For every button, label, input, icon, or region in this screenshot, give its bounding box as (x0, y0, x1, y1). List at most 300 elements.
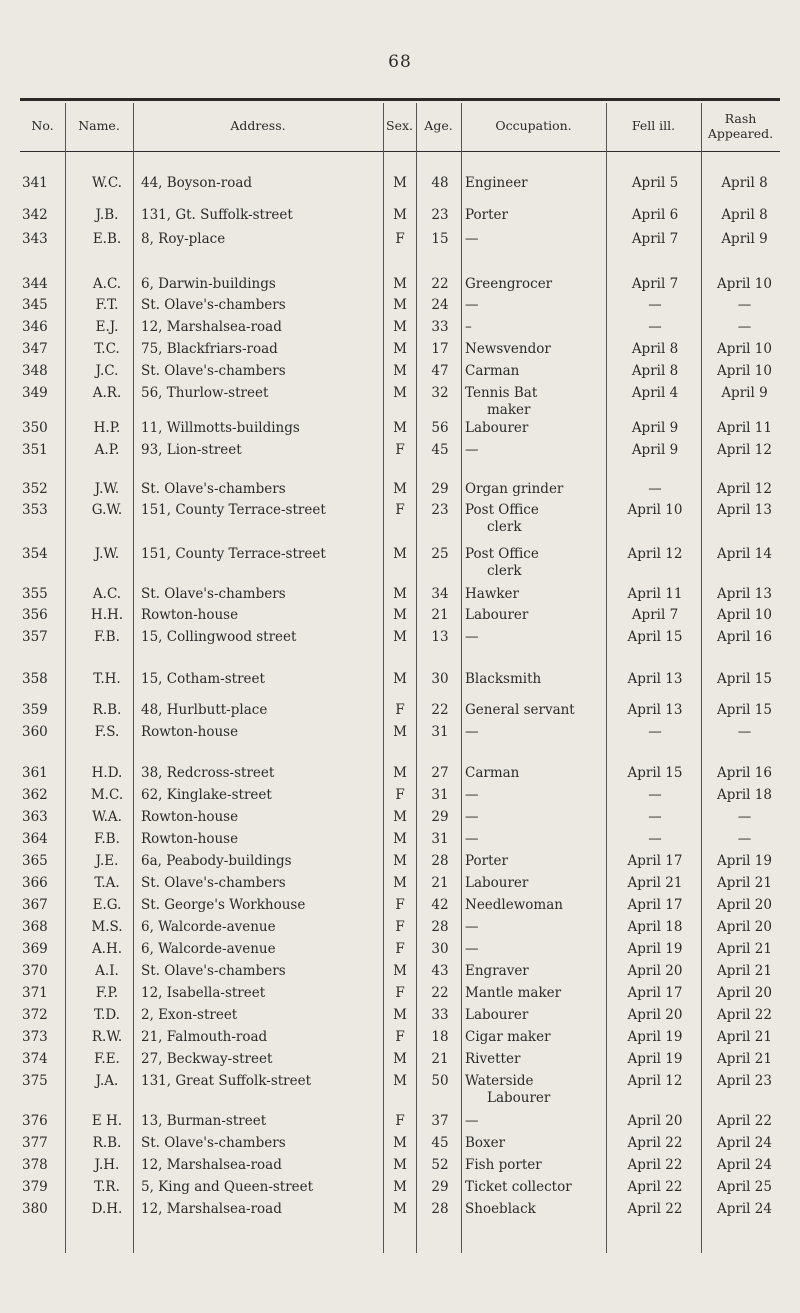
row-rash-appeared: April 24 (717, 1135, 772, 1151)
row-address: 6, Walcorde-avenue (141, 919, 276, 935)
row-age: 18 (431, 1029, 449, 1045)
row-rash-appeared: April 8 (721, 207, 768, 223)
row-fell-ill: April 17 (627, 853, 683, 869)
row-address: 5, King and Queen-street (141, 1179, 314, 1195)
row-address: 56, Thurlow-street (141, 385, 269, 401)
row-rash-appeared: April 13 (717, 586, 772, 602)
row-fell-ill: April 18 (627, 919, 683, 935)
row-address: 131, Gt. Suffolk-street (141, 207, 293, 223)
row-sex: M (393, 875, 407, 891)
row-sex: F (395, 897, 405, 913)
row-number: 373 (22, 1029, 48, 1045)
row-age: 30 (431, 671, 449, 687)
row-number: 346 (22, 319, 48, 335)
row-age: 42 (431, 897, 449, 913)
row-number: 351 (22, 442, 48, 458)
row-occupation: Post Office (465, 546, 539, 562)
row-age: 33 (431, 1007, 449, 1023)
row-address: Rowton-house (141, 724, 239, 740)
row-address: St. Olave's-chambers (141, 963, 286, 979)
row-address: St. Olave's-chambers (141, 586, 286, 602)
row-number: 359 (22, 702, 48, 718)
row-sex: M (393, 1007, 407, 1023)
row-occupation: — (465, 941, 479, 957)
row-sex: F (395, 985, 405, 1001)
row-sex: M (393, 1135, 407, 1151)
row-fell-ill: April 5 (631, 175, 679, 191)
row-occupation: Rivetter (465, 1051, 521, 1067)
row-rash-appeared: April 21 (717, 941, 772, 957)
row-rash-appeared: April 10 (717, 607, 772, 623)
row-age: 21 (431, 1051, 449, 1067)
row-rash-appeared: April 9 (721, 385, 768, 401)
row-age: 27 (431, 765, 449, 781)
row-number: 350 (22, 420, 48, 436)
row-name: D.H. (91, 1201, 123, 1217)
row-address: St. Olave's-chambers (141, 1135, 286, 1151)
row-address: 48, Hurlbutt-place (141, 702, 268, 718)
row-age: 23 (431, 502, 449, 518)
row-sex: M (393, 765, 407, 781)
row-number: 367 (22, 897, 48, 913)
row-address: Rowton-house (141, 607, 239, 623)
row-age: 31 (431, 724, 449, 740)
row-name: J.A. (95, 1073, 119, 1089)
row-name: R.W. (91, 1029, 123, 1045)
row-name: F.B. (94, 831, 120, 847)
row-rash-appeared: April 21 (717, 1029, 772, 1045)
row-sex: M (393, 319, 407, 335)
row-number: 366 (22, 875, 48, 891)
row-name: H.P. (93, 420, 121, 436)
row-name: A.H. (91, 941, 123, 957)
row-name: A.R. (92, 385, 122, 401)
row-fell-ill: April 8 (631, 341, 679, 357)
row-sex: M (393, 831, 407, 847)
row-occupation: Ticket collector (465, 1179, 572, 1195)
table-header-rule (20, 151, 780, 152)
row-name: F.B. (94, 629, 120, 645)
row-name: J.C. (95, 363, 119, 379)
row-sex: M (393, 671, 407, 687)
row-rash-appeared: April 13 (717, 502, 772, 518)
row-occupation: Porter (465, 853, 508, 869)
header-age: Age. (424, 118, 453, 133)
row-occupation-continued: Labourer (487, 1090, 551, 1106)
row-age: 48 (431, 175, 449, 191)
row-fell-ill: April 19 (627, 1029, 683, 1045)
row-age: 56 (431, 420, 449, 436)
row-name: J.E. (95, 853, 119, 869)
row-occupation: Cigar maker (465, 1029, 551, 1045)
row-sex: M (393, 607, 407, 623)
row-sex: F (395, 787, 405, 803)
row-name: J.H. (94, 1157, 120, 1173)
row-name: F.S. (94, 724, 120, 740)
row-fell-ill: April 21 (627, 875, 683, 891)
row-age: 47 (431, 363, 449, 379)
row-number: 371 (22, 985, 48, 1001)
header-name: Name. (78, 118, 120, 133)
row-occupation: — (465, 442, 479, 458)
row-rash-appeared: April 21 (717, 1051, 772, 1067)
row-rash-appeared: — (737, 724, 752, 740)
row-sex: M (393, 586, 407, 602)
row-rash-appeared: April 10 (717, 363, 772, 379)
row-occupation: Engraver (465, 963, 529, 979)
row-rash-appeared: April 23 (717, 1073, 772, 1089)
row-occupation: — (465, 831, 479, 847)
row-age: 32 (431, 385, 449, 401)
row-sex: M (393, 207, 407, 223)
row-address: 12, Marshalsea-road (141, 319, 282, 335)
row-age: 31 (431, 787, 449, 803)
row-name: F.E. (94, 1051, 120, 1067)
row-age: 22 (431, 702, 449, 718)
row-age: 15 (431, 231, 449, 247)
row-age: 22 (431, 985, 449, 1001)
row-rash-appeared: April 25 (717, 1179, 772, 1195)
row-address: 21, Falmouth-road (141, 1029, 268, 1045)
row-occupation: Hawker (465, 586, 519, 602)
row-occupation: General servant (465, 702, 575, 718)
row-occupation: Post Office (465, 502, 539, 518)
row-name: R.B. (92, 1135, 122, 1151)
row-rash-appeared: April 20 (717, 919, 772, 935)
row-age: 17 (431, 341, 449, 357)
row-fell-ill: — (648, 724, 662, 740)
row-sex: M (393, 420, 407, 436)
row-fell-ill: — (648, 319, 662, 335)
row-name: T.A. (94, 875, 120, 891)
row-fell-ill: April 10 (627, 502, 683, 518)
row-occupation: Organ grinder (465, 481, 564, 497)
row-sex: F (395, 502, 405, 518)
row-number: 352 (22, 481, 48, 497)
row-number: 374 (22, 1051, 48, 1067)
row-number: 361 (22, 765, 48, 781)
row-number: 362 (22, 787, 48, 803)
row-age: 28 (431, 853, 449, 869)
row-fell-ill: April 9 (631, 420, 679, 436)
row-occupation: – (465, 319, 472, 335)
row-fell-ill: April 13 (627, 702, 683, 718)
header-no: No. (31, 118, 54, 133)
row-occupation: Labourer (465, 875, 529, 891)
row-fell-ill: April 15 (627, 629, 683, 645)
row-address: 12, Isabella-street (141, 985, 266, 1001)
row-sex: M (393, 1179, 407, 1195)
row-age: 30 (431, 941, 449, 957)
column-divider (461, 103, 462, 1253)
row-number: 363 (22, 809, 48, 825)
row-name: F.P. (95, 985, 119, 1001)
row-rash-appeared: April 22 (717, 1113, 772, 1129)
row-rash-appeared: April 20 (717, 985, 772, 1001)
row-name: E.B. (92, 231, 122, 247)
row-sex: M (393, 276, 407, 292)
row-age: 29 (431, 1179, 449, 1195)
row-address: 15, Collingwood street (141, 629, 297, 645)
row-number: 343 (22, 231, 48, 247)
row-fell-ill: April 9 (631, 442, 679, 458)
row-number: 365 (22, 853, 48, 869)
row-rash-appeared: April 14 (717, 546, 772, 562)
row-number: 356 (22, 607, 48, 623)
row-occupation: Needlewoman (465, 897, 563, 913)
row-number: 368 (22, 919, 48, 935)
row-address: 44, Boyson-road (141, 175, 253, 191)
row-number: 355 (22, 586, 48, 602)
row-occupation: Shoeblack (465, 1201, 536, 1217)
row-occupation: Newsvendor (465, 341, 551, 357)
row-address: 27, Beckway-street (141, 1051, 273, 1067)
header-fell-ill: Fell ill. (631, 118, 676, 133)
row-number: 348 (22, 363, 48, 379)
row-rash-appeared: April 22 (717, 1007, 772, 1023)
row-occupation: — (465, 809, 479, 825)
row-sex: F (395, 702, 405, 718)
row-address: 131, Great Suffolk-street (141, 1073, 312, 1089)
row-fell-ill: April 19 (627, 941, 683, 957)
row-address: 2, Exon-street (141, 1007, 238, 1023)
row-occupation: — (465, 724, 479, 740)
row-fell-ill: April 20 (627, 963, 683, 979)
row-fell-ill: April 22 (627, 1157, 683, 1173)
row-age: 33 (431, 319, 449, 335)
row-number: 345 (22, 297, 48, 313)
row-age: 28 (431, 1201, 449, 1217)
row-address: St. Olave's-chambers (141, 481, 286, 497)
row-rash-appeared: — (737, 831, 752, 847)
row-fell-ill: — (648, 809, 662, 825)
row-number: 357 (22, 629, 48, 645)
row-number: 372 (22, 1007, 48, 1023)
row-address: 62, Kinglake-street (141, 787, 272, 803)
row-sex: M (393, 853, 407, 869)
row-sex: M (393, 297, 407, 313)
row-sex: F (395, 231, 405, 247)
row-age: 31 (431, 831, 449, 847)
row-fell-ill: April 20 (627, 1113, 683, 1129)
row-sex: M (393, 1157, 407, 1173)
row-sex: M (393, 546, 407, 562)
row-fell-ill: April 7 (631, 276, 679, 292)
row-name: W.C. (92, 175, 122, 191)
row-fell-ill: April 19 (627, 1051, 683, 1067)
row-name: T.D. (94, 1007, 120, 1023)
row-fell-ill: April 8 (631, 363, 679, 379)
row-name: E.J. (95, 319, 119, 335)
row-sex: M (393, 1051, 407, 1067)
header-sex: Sex. (386, 118, 413, 133)
row-number: 370 (22, 963, 48, 979)
row-rash-appeared: April 24 (717, 1201, 772, 1217)
row-sex: M (393, 809, 407, 825)
row-fell-ill: April 22 (627, 1135, 683, 1151)
row-address: St. Olave's-chambers (141, 363, 286, 379)
row-fell-ill: — (648, 481, 662, 497)
row-number: 377 (22, 1135, 48, 1151)
row-name: J.B. (95, 207, 119, 223)
row-sex: M (393, 1073, 407, 1089)
row-rash-appeared: — (737, 809, 752, 825)
row-occupation-continued: maker (487, 402, 531, 418)
row-fell-ill: April 11 (627, 586, 683, 602)
row-sex: F (395, 1029, 405, 1045)
row-rash-appeared: April 21 (717, 963, 772, 979)
header-rash-appeared: Rash Appeared. (707, 110, 774, 141)
row-fell-ill: April 6 (631, 207, 679, 223)
row-rash-appeared: April 18 (717, 787, 772, 803)
row-age: 21 (431, 875, 449, 891)
row-address: 12, Marshalsea-road (141, 1201, 282, 1217)
row-sex: M (393, 1201, 407, 1217)
row-age: 34 (431, 586, 449, 602)
row-number: 376 (22, 1113, 48, 1129)
row-occupation: Labourer (465, 1007, 529, 1023)
row-fell-ill: April 12 (627, 546, 683, 562)
row-number: 369 (22, 941, 48, 957)
row-fell-ill: — (648, 787, 662, 803)
row-age: 52 (431, 1157, 449, 1173)
row-age: 13 (431, 629, 449, 645)
row-name: T.H. (93, 671, 121, 687)
row-address: 93, Lion-street (141, 442, 242, 458)
row-rash-appeared: April 16 (717, 765, 772, 781)
row-occupation: Tennis Bat (465, 385, 538, 401)
row-fell-ill: April 4 (631, 385, 679, 401)
page-number: 68 (388, 52, 412, 72)
row-number: 341 (22, 175, 48, 191)
row-occupation: Fish porter (465, 1157, 542, 1173)
row-sex: M (393, 385, 407, 401)
row-name: M.C. (90, 787, 124, 803)
row-occupation: — (465, 1113, 479, 1129)
row-fell-ill: April 17 (627, 985, 683, 1001)
row-number: 380 (22, 1201, 48, 1217)
row-occupation: — (465, 297, 479, 313)
row-address: 6a, Peabody-buildings (141, 853, 292, 869)
row-age: 37 (431, 1113, 449, 1129)
row-sex: M (393, 175, 407, 191)
row-sex: M (393, 963, 407, 979)
row-address: 11, Willmotts-buildings (141, 420, 300, 436)
row-rash-appeared: April 16 (717, 629, 772, 645)
row-occupation: Labourer (465, 607, 529, 623)
row-age: 22 (431, 276, 449, 292)
row-name: E H. (91, 1113, 123, 1129)
row-number: 379 (22, 1179, 48, 1195)
row-fell-ill: April 12 (627, 1073, 683, 1089)
row-name: R.B. (92, 702, 122, 718)
row-fell-ill: April 22 (627, 1201, 683, 1217)
row-rash-appeared: April 11 (717, 420, 772, 436)
row-rash-appeared: — (737, 297, 752, 313)
row-occupation-continued: clerk (487, 519, 522, 535)
row-occupation: Labourer (465, 420, 529, 436)
row-occupation: — (465, 787, 479, 803)
row-rash-appeared: April 12 (717, 442, 772, 458)
row-rash-appeared: April 10 (717, 276, 772, 292)
row-occupation: Waterside (465, 1073, 534, 1089)
row-fell-ill: April 15 (627, 765, 683, 781)
row-age: 28 (431, 919, 449, 935)
row-name: A.I. (95, 963, 119, 979)
row-sex: M (393, 363, 407, 379)
row-name: T.R. (94, 1179, 120, 1195)
row-sex: M (393, 481, 407, 497)
row-name: A.C. (92, 586, 122, 602)
row-sex: F (395, 941, 405, 957)
row-fell-ill: — (648, 297, 662, 313)
row-address: 13, Burman-street (141, 1113, 267, 1129)
row-name: H.H. (90, 607, 124, 623)
row-sex: F (395, 919, 405, 935)
row-number: 349 (22, 385, 48, 401)
row-age: 24 (431, 297, 449, 313)
row-name: J.W. (94, 546, 120, 562)
row-sex: M (393, 341, 407, 357)
row-number: 354 (22, 546, 48, 562)
row-occupation-continued: clerk (487, 563, 522, 579)
row-age: 43 (431, 963, 449, 979)
row-occupation: Mantle maker (465, 985, 562, 1001)
row-number: 344 (22, 276, 48, 292)
row-address: Rowton-house (141, 809, 239, 825)
row-rash-appeared: April 10 (717, 341, 772, 357)
row-address: St. George's Workhouse (141, 897, 306, 913)
row-sex: F (395, 442, 405, 458)
row-occupation: — (465, 629, 479, 645)
row-age: 21 (431, 607, 449, 623)
row-name: A.P. (94, 442, 120, 458)
row-name: T.C. (94, 341, 120, 357)
row-sex: F (395, 1113, 405, 1129)
header-address: Address. (230, 118, 286, 133)
row-sex: M (393, 724, 407, 740)
header-occupation: Occupation. (495, 118, 572, 133)
row-address: 6, Walcorde-avenue (141, 941, 276, 957)
row-rash-appeared: April 15 (717, 671, 772, 687)
row-occupation: Carman (465, 765, 520, 781)
row-number: 342 (22, 207, 48, 223)
row-age: 29 (431, 481, 449, 497)
row-address: 15, Cotham-street (141, 671, 265, 687)
row-age: 25 (431, 546, 449, 562)
row-address: 12, Marshalsea-road (141, 1157, 282, 1173)
row-fell-ill: April 13 (627, 671, 683, 687)
row-rash-appeared: April 19 (717, 853, 772, 869)
row-name: A.C. (92, 276, 122, 292)
row-age: 29 (431, 809, 449, 825)
row-address: 151, County Terrace-street (141, 502, 326, 518)
row-number: 347 (22, 341, 48, 357)
row-occupation: Boxer (465, 1135, 506, 1151)
row-rash-appeared: April 21 (717, 875, 772, 891)
row-fell-ill: April 20 (627, 1007, 683, 1023)
row-occupation: Porter (465, 207, 508, 223)
row-rash-appeared: — (737, 319, 752, 335)
row-fell-ill: April 7 (631, 607, 679, 623)
row-name: G.W. (91, 502, 123, 518)
row-fell-ill: — (648, 831, 662, 847)
column-divider (416, 103, 417, 1253)
row-rash-appeared: April 12 (717, 481, 772, 497)
row-number: 378 (22, 1157, 48, 1173)
row-name: W.A. (92, 809, 122, 825)
row-number: 364 (22, 831, 48, 847)
